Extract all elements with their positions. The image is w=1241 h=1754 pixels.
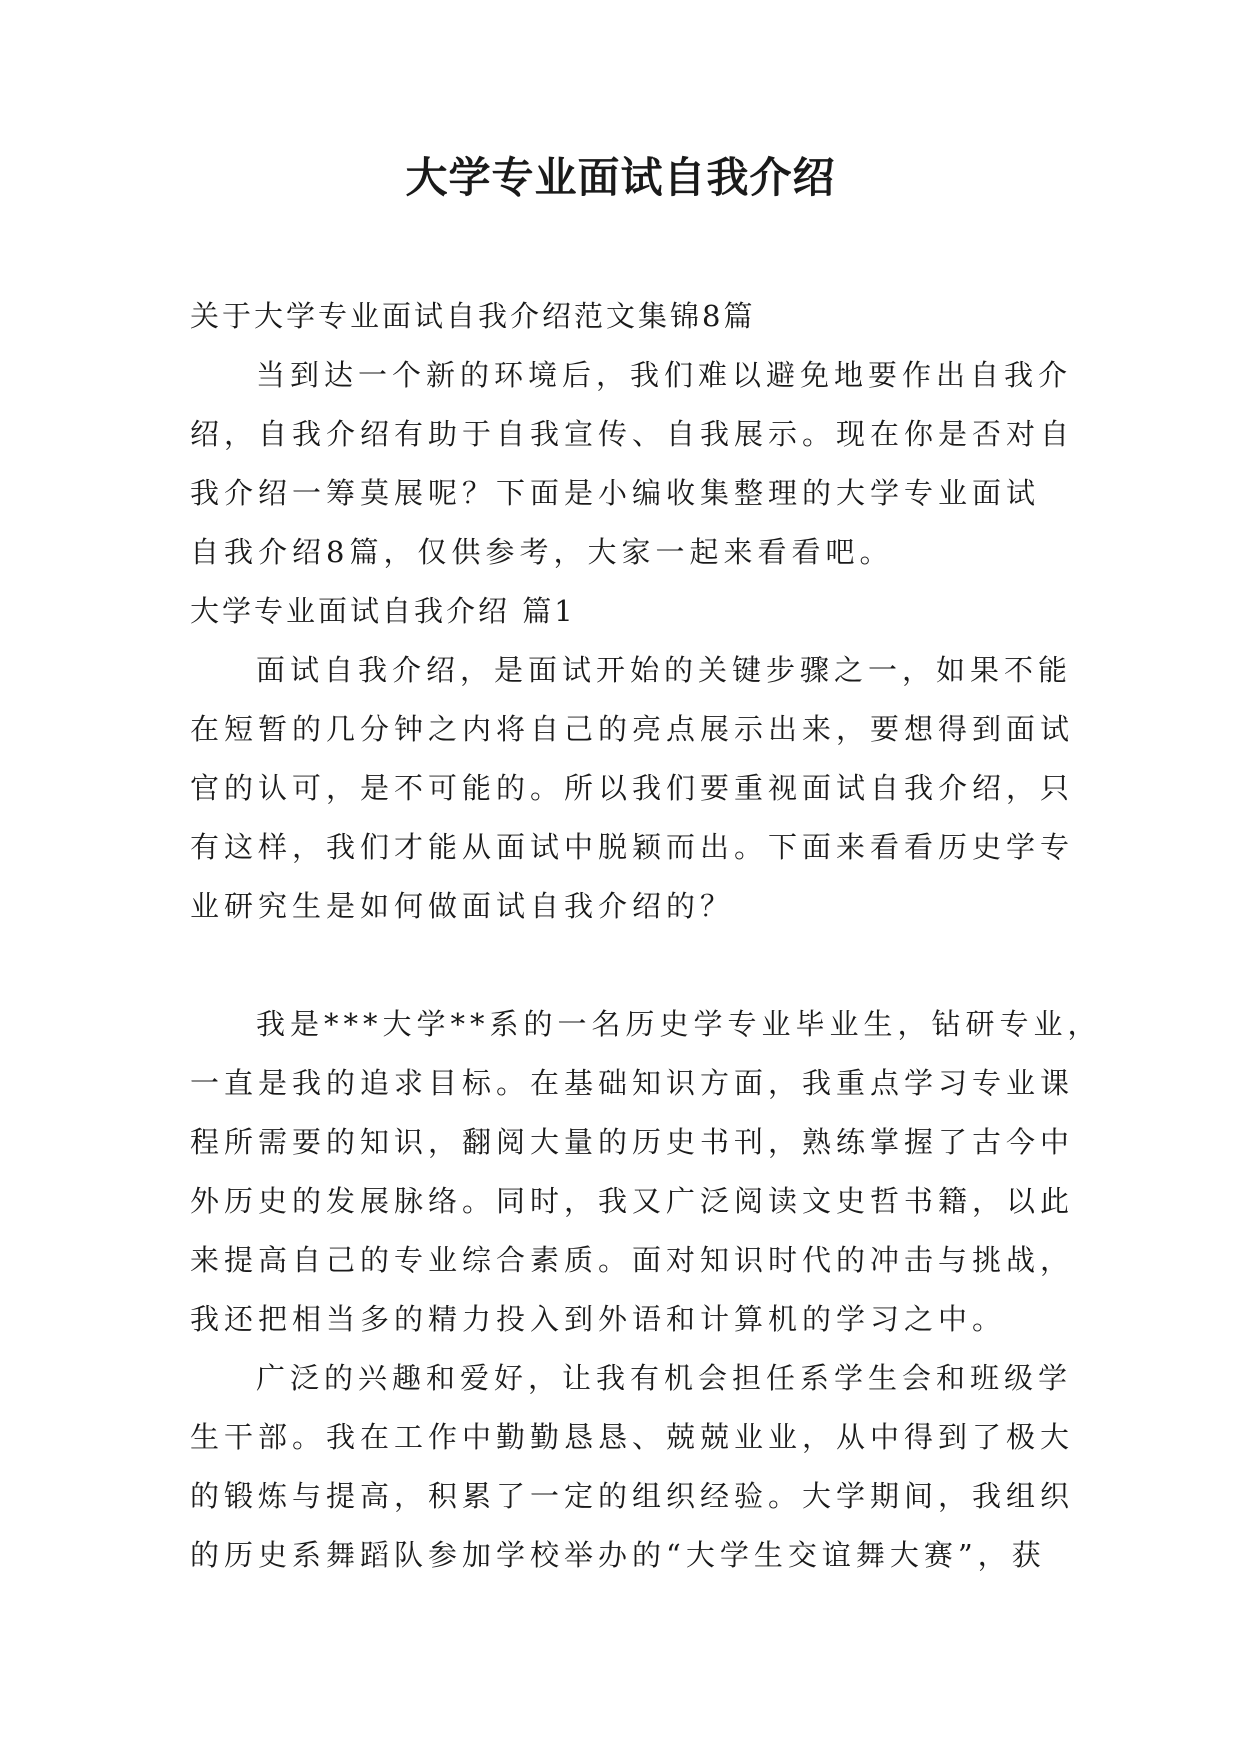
paragraph-line: 自我介绍8篇，仅供参考，大家一起来看看吧。 — [190, 535, 894, 569]
section1-paragraph-1 — [190, 641, 1075, 936]
document-body — [190, 287, 1102, 1585]
paragraph-line: 一直是我的追求目标。在基础知识方面，我重点学习专业课 — [190, 1066, 1075, 1100]
paragraph-line: 程所需要的知识，翻阅大量的历史书刊，熟练掌握了古今中 — [190, 1125, 1075, 1159]
paragraph-line: 的历史系舞蹈队参加学校举办的“大学生交谊舞大赛”，获 — [190, 1538, 1046, 1572]
paragraph-line: 外历史的发展脉络。同时，我又广泛阅读文史哲书籍，以此 — [190, 1184, 1075, 1218]
paragraph-line: 在短暂的几分钟之内将自己的亮点展示出来，要想得到面试 — [190, 712, 1075, 746]
paragraph-line: 当到达一个新的环境后，我们难以避免地要作出自我介 — [256, 358, 1073, 392]
paragraph-line: 我还把相当多的精力投入到外语和计算机的学习之中。 — [190, 1302, 1007, 1336]
paragraph-line: 生干部。我在工作中勤勤恳恳、兢兢业业，从中得到了极大 — [190, 1420, 1075, 1454]
paragraph-line: 的锻炼与提高，积累了一定的组织经验。大学期间，我组织 — [190, 1479, 1075, 1513]
paragraph-line: 面试自我介绍，是面试开始的关键步骤之一，如果不能 — [256, 653, 1073, 687]
paragraph-line: 绍，自我介绍有助于自我宣传、自我展示。现在你是否对自 — [190, 417, 1075, 451]
paragraph-line: 广泛的兴趣和爱好，让我有机会担任系学生会和班级学 — [256, 1361, 1073, 1395]
paragraph-line: 业研究生是如何做面试自我介绍的？ — [190, 889, 735, 923]
paragraph-line: 来提高自己的专业综合素质。面对知识时代的冲击与挑战， — [190, 1243, 1075, 1277]
intro-paragraph — [190, 346, 1075, 582]
paragraph-line: 我介绍一筹莫展呢？下面是小编收集整理的大学专业面试 — [190, 476, 1041, 510]
document-title: 大学专业面试自我介绍 — [405, 153, 836, 202]
paragraph-line: 有这样，我们才能从面试中脱颖而出。下面来看看历史学专 — [190, 830, 1075, 864]
paragraph-spacer — [190, 936, 1060, 995]
paragraph-line: 官的认可，是不可能的。所以我们要重视面试自我介绍，只 — [190, 771, 1075, 805]
section-heading: 大学专业面试自我介绍 篇1 — [190, 594, 576, 628]
subtitle: 关于大学专业面试自我介绍范文集锦8篇 — [190, 299, 756, 333]
paragraph-line: 我是***大学**系的一名历史学专业毕业生，钻研专业， — [256, 1007, 1102, 1041]
section1-paragraph-3 — [190, 1349, 1075, 1585]
section1-paragraph-2 — [190, 995, 1102, 1349]
